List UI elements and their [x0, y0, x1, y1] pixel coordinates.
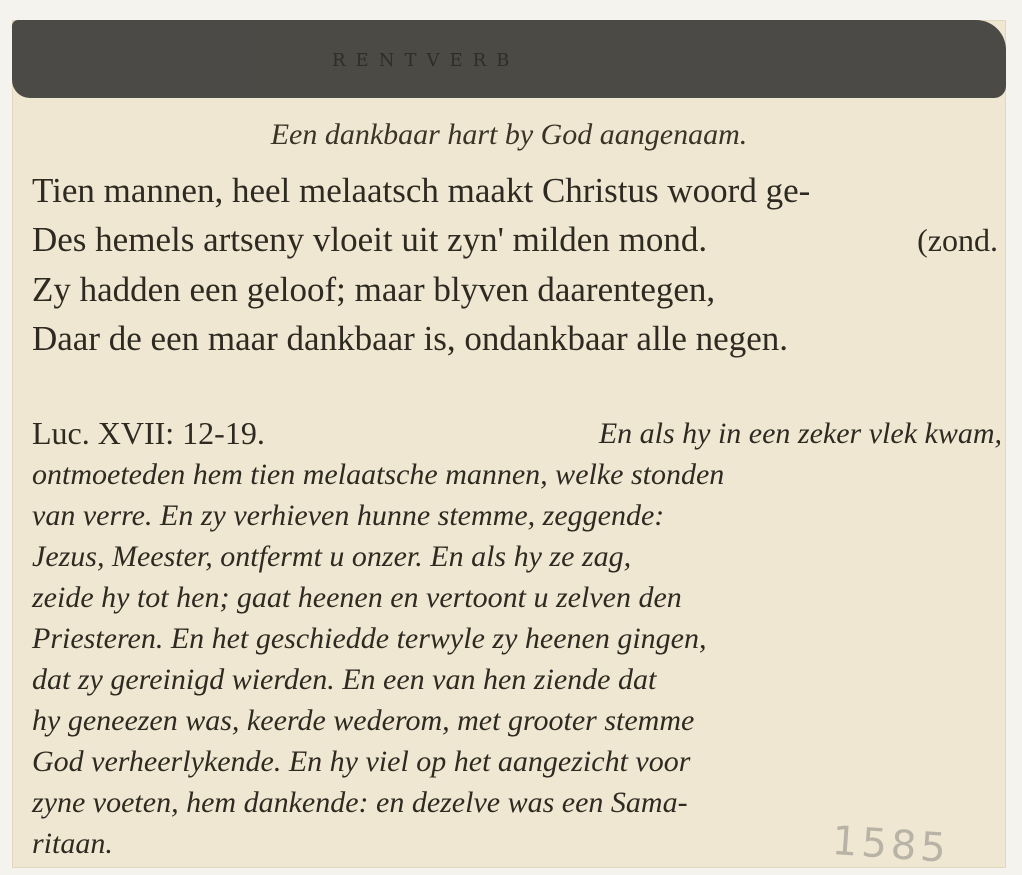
scripture-line	[32, 413, 1002, 454]
poem-line	[32, 166, 998, 215]
subtitle: Een dankbaar hart by God aangenaam.	[270, 118, 748, 151]
scripture-line-text: God verheerlykende. En hy viel op het aangezicht voor	[32, 745, 691, 778]
scripture-reference: Luc. XVII: 12-19.	[32, 415, 265, 451]
scripture-line	[32, 618, 1002, 659]
handwritten-number: 1585	[830, 817, 952, 873]
scripture-line	[32, 536, 1002, 577]
scripture-passage	[32, 413, 1002, 864]
poem-line-text: Tien mannen, heel melaatsch maakt Christus woord ge-	[32, 171, 811, 210]
scripture-line-text: hy geneezen was, keerde wederom, met grooter stemme	[32, 704, 695, 737]
scripture-line-text: ontmoeteden hem tien melaatsche mannen, welke stonden	[32, 458, 725, 491]
scripture-line-text: ritaan.	[32, 827, 113, 860]
poem-line	[32, 215, 998, 265]
poem-line-aside: (zond.	[917, 222, 998, 258]
scripture-line	[32, 454, 1002, 495]
scripture-line	[32, 577, 1002, 618]
scripture-line-text: van verre. En zy verhieven hunne stemme, zeggende:	[32, 499, 665, 532]
poem-line	[32, 265, 998, 314]
scripture-line-text: Jezus, Meester, ontfermt u onzer. En als hy ze zag,	[32, 540, 632, 573]
scripture-line-text: zyne voeten, hem dankende: en dezelve was een Sama-	[32, 786, 688, 819]
scripture-line-text: En als hy in een zeker vlek kwam,	[598, 417, 1002, 450]
header-strip-text: RENTVERB	[332, 50, 520, 71]
poem-line	[32, 314, 998, 363]
scripture-line-text: dat zy gereinigd wierden. En een van hen ziende dat	[32, 663, 657, 696]
poem-line-text: Zy hadden een geloof; maar blyven daarentegen,	[32, 270, 716, 309]
poem-line-text: Daar de een maar dankbaar is, ondankbaar alle negen.	[32, 319, 789, 358]
poem-line-text: Des hemels artseny vloeit uit zyn' milden mond.	[32, 220, 708, 259]
scripture-line	[32, 741, 1002, 782]
scripture-line	[32, 700, 1002, 741]
header-strip	[12, 20, 1006, 98]
scripture-line	[32, 659, 1002, 700]
scripture-line	[32, 495, 1002, 536]
clipping-sheet	[12, 20, 1006, 873]
scripture-line-text: Priesteren. En het geschiedde terwyle zy heenen gingen,	[32, 622, 707, 655]
scripture-line-text: zeide hy tot hen; gaat heenen en vertoont u zelven den	[32, 581, 682, 614]
poem	[32, 166, 998, 363]
scripture-line	[32, 782, 1002, 823]
